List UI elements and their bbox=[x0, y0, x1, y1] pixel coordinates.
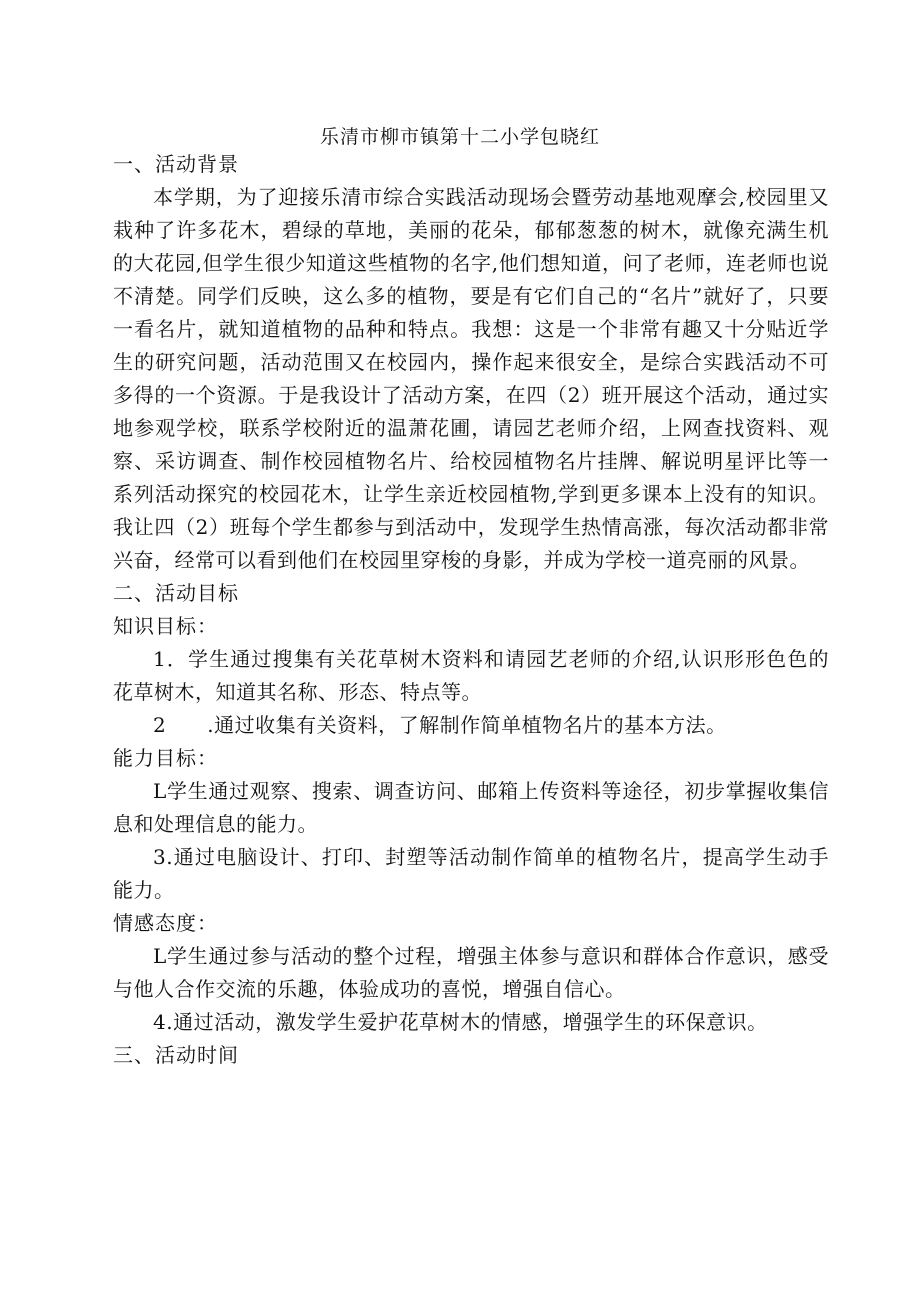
document-body bbox=[113, 148, 829, 1072]
emotion-goal-item-2: 4.通过活动，激发学生爱护花草树木的情感，增强学生的环保意识。 bbox=[153, 1010, 768, 1034]
ability-goal-item-1: L学生通过观察、搜索、调查访问、邮箱上传资料等途径，初步掌握收集信息和处理信息的能力。 bbox=[113, 779, 829, 836]
section-heading-time: 三、活动时间 bbox=[113, 1043, 239, 1067]
section-heading-goals: 二、活动目标 bbox=[113, 581, 239, 605]
ability-goals-label: 能力目标： bbox=[113, 746, 218, 770]
background-paragraph: 本学期，为了迎接乐清市综合实践活动现场会暨劳动基地观摩会,校园里又栽种了许多花木，碧绿的草地，美丽的花朵，郁郁葱葱的树木，就像充满生机的大花园,但学生很少知道这些植物的名字,他们想知道，问了老师，连老师也说不清楚。同学们反映，这么多的植物，要是有它们自己的“名片”就好了，只要一看名片，就知道植物的品种和特点。我想：这是一个非常有趣又十分贴近学生的研究问题，活动范围又在校园内，操作起来很安全，是综合实践活动不可多得的一个资源。于是我设计了活动方案，在四（2）班开展这个活动，通过实地参观学校，联系学校附近的温萧花圃，请园艺老师介绍，上网查找资料、观察、采访调查、制作校园植物名片、给校园植物名片挂牌、解说明星评比等一系列活动探究的校园花木，让学生亲近校园植物,学到更多课本上没有的知识。我让四（2）班每个学生都参与到活动中，发现学生热情高涨，每次活动都非常兴奋，经常可以看到他们在校园里穿梭的身影，并成为学校一道亮丽的风景。 bbox=[113, 185, 829, 572]
section-heading-background: 一、活动背景 bbox=[113, 152, 239, 176]
knowledge-goals-label: 知识目标： bbox=[113, 614, 218, 638]
author-line: 乐清市柳市镇第十二小学包晓红 bbox=[319, 126, 600, 148]
knowledge-goal-item-2: 2 .通过收集有关资料，了解制作简单植物名片的基本方法。 bbox=[153, 713, 727, 737]
emotion-goals-label: 情感态度： bbox=[113, 911, 218, 935]
ability-goal-item-2: 3.通过电脑设计、打印、封塑等活动制作简单的植物名片，提高学生动手能力。 bbox=[113, 845, 829, 902]
knowledge-goal-item-1: 1．学生通过搜集有关花草树木资料和请园艺老师的介绍,认识形形色色的花草树木，知道其名称、形态、特点等。 bbox=[113, 647, 829, 704]
emotion-goal-item-1: L学生通过参与活动的整个过程，增强主体参与意识和群体合作意识，感受与他人合作交流的乐趣，体验成功的喜悦，增强自信心。 bbox=[113, 944, 829, 1001]
